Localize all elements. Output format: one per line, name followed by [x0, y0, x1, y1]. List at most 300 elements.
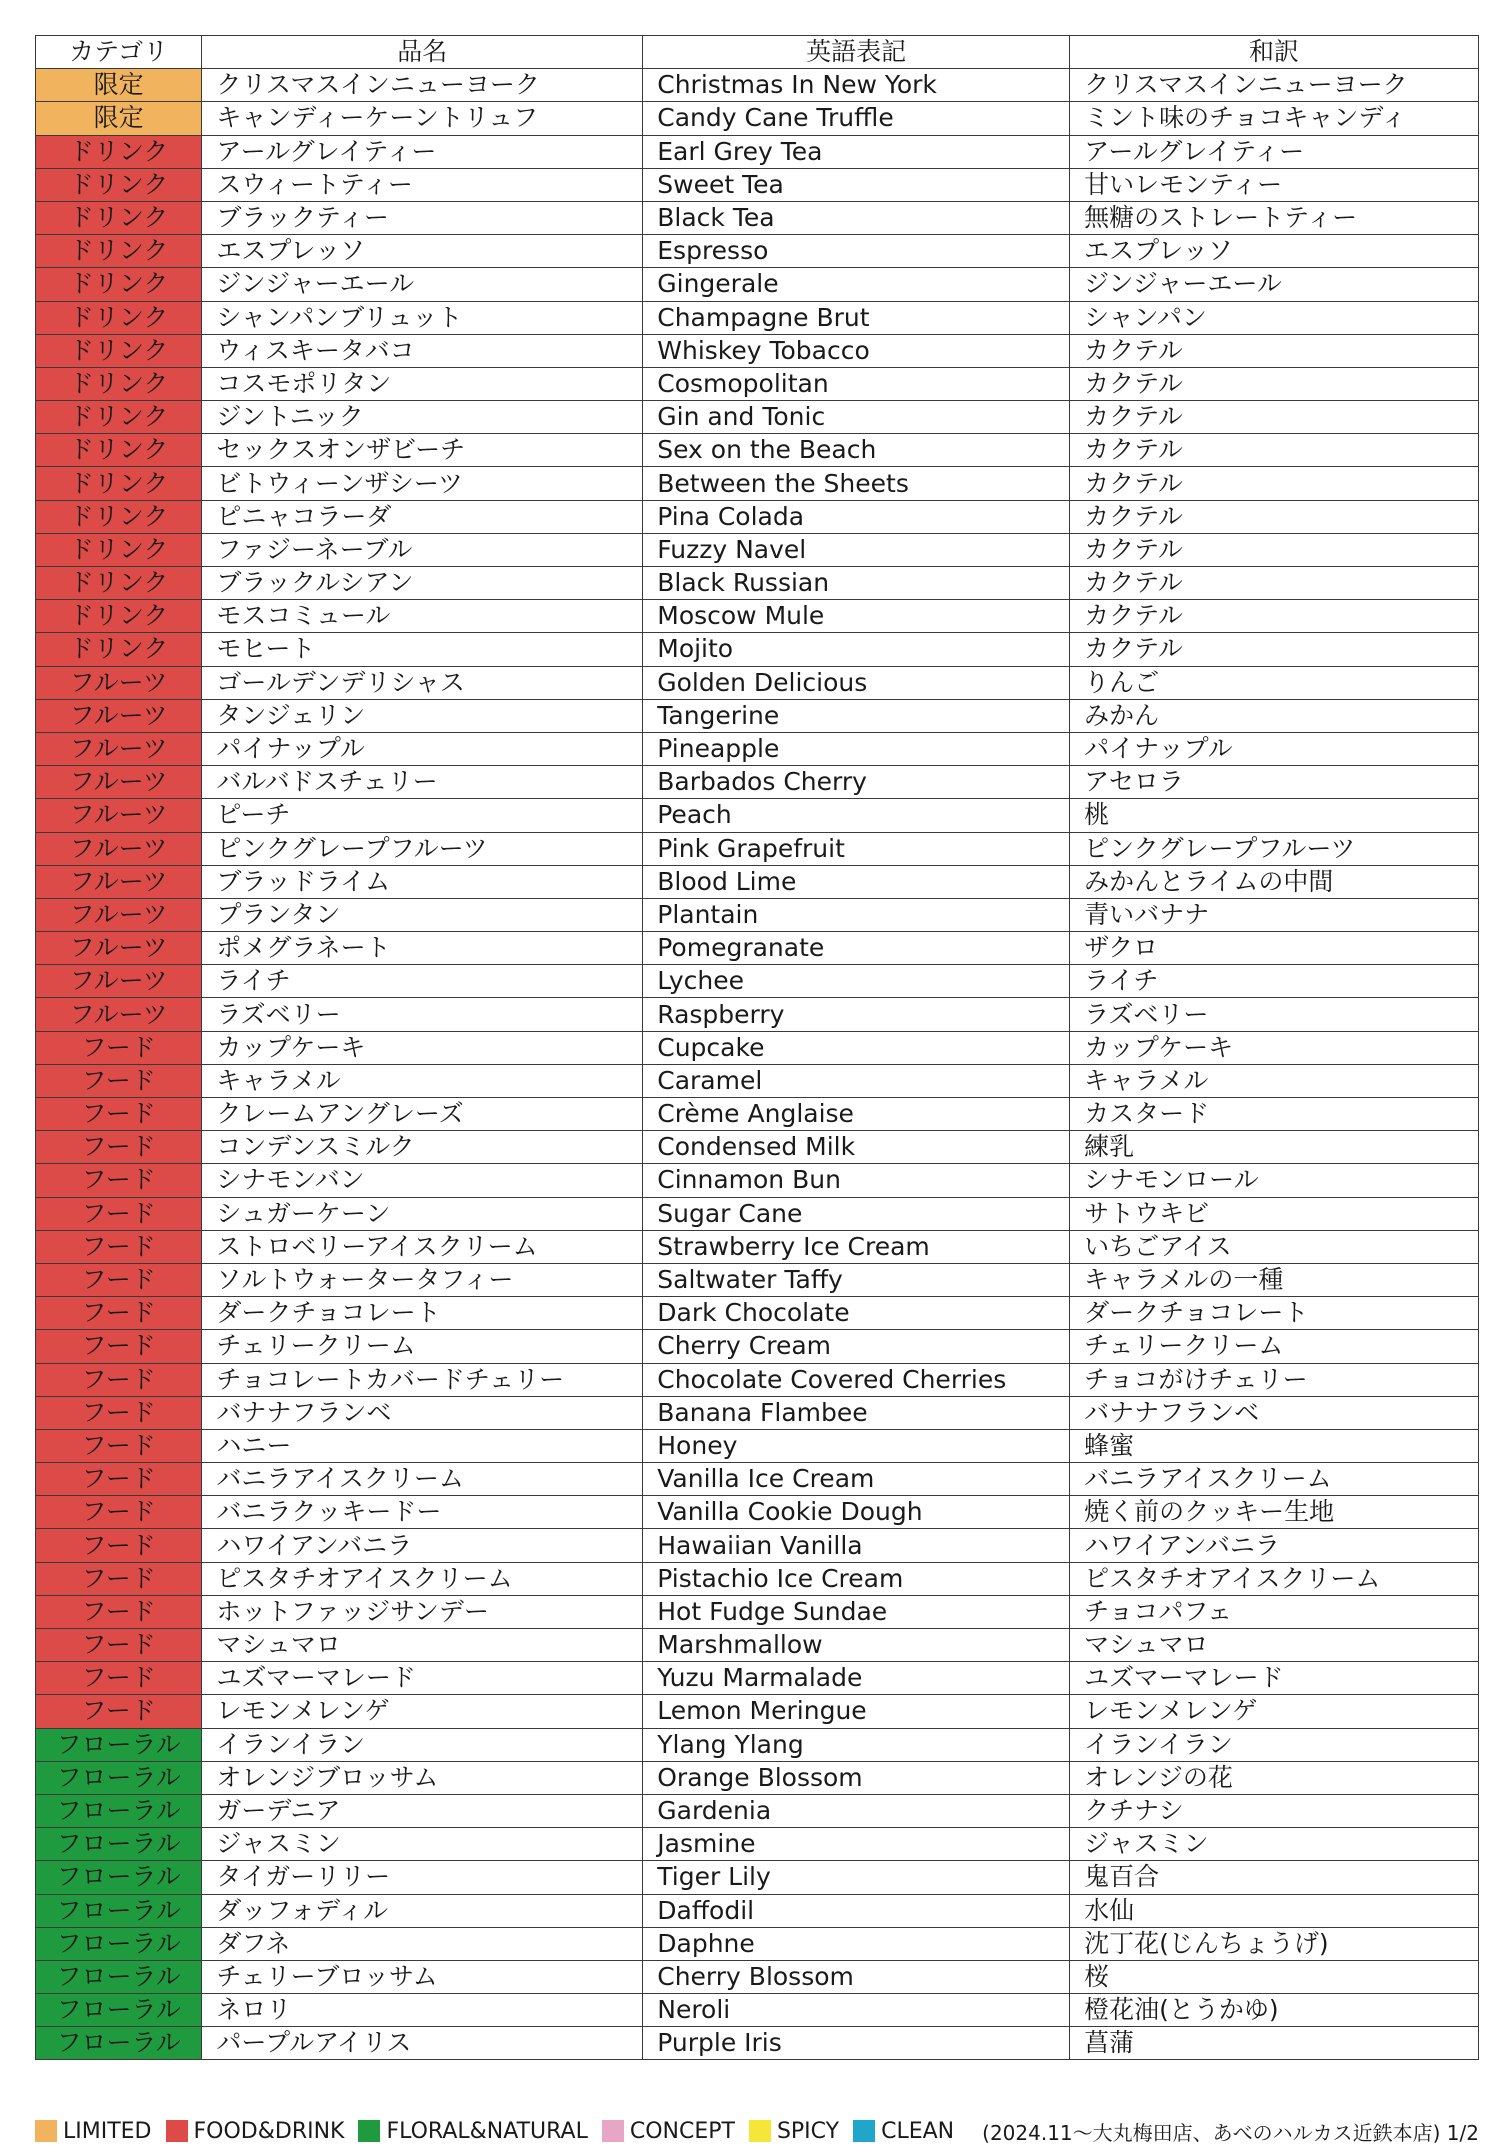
english-name-cell: Pomegranate	[643, 932, 1070, 965]
table-row	[36, 1330, 1479, 1363]
category-cell: ドリンク	[36, 533, 202, 566]
product-name-cell: ジンジャーエール	[202, 268, 643, 301]
english-name-cell: Daffodil	[643, 1894, 1070, 1927]
english-name-cell: Cherry Blossom	[643, 1960, 1070, 1993]
category-cell: 限定	[36, 102, 202, 135]
japanese-name-cell: チョコがけチェリー	[1070, 1363, 1479, 1396]
english-name-cell: Mojito	[643, 633, 1070, 666]
category-cell: フード	[36, 1595, 202, 1628]
header-category: カテゴリ	[36, 36, 202, 69]
product-name-cell: キャンディーケーントリュフ	[202, 102, 643, 135]
english-name-cell: Honey	[643, 1429, 1070, 1462]
japanese-name-cell: イランイラン	[1070, 1728, 1479, 1761]
product-name-cell: アールグレイティー	[202, 135, 643, 168]
english-name-cell: Hot Fudge Sundae	[643, 1595, 1070, 1628]
category-cell: フード	[36, 1496, 202, 1529]
product-name-cell: ラズベリー	[202, 998, 643, 1031]
footer-note: (2024.11～大丸梅田店、あべのハルカス近鉄本店) 1/2	[982, 2120, 1479, 2145]
product-name-cell: エスプレッソ	[202, 235, 643, 268]
table-row	[36, 567, 1479, 600]
product-name-cell: ブラックティー	[202, 201, 643, 234]
english-name-cell: Moscow Mule	[643, 600, 1070, 633]
japanese-name-cell: カクテル	[1070, 600, 1479, 633]
english-name-cell: Cosmopolitan	[643, 367, 1070, 400]
japanese-name-cell: 甘いレモンティー	[1070, 168, 1479, 201]
table-row	[36, 467, 1479, 500]
category-cell: フローラル	[36, 1861, 202, 1894]
category-cell: ドリンク	[36, 135, 202, 168]
japanese-name-cell: 菖蒲	[1070, 2027, 1479, 2060]
english-name-cell: Cinnamon Bun	[643, 1164, 1070, 1197]
product-name-cell: クリスマスインニューヨーク	[202, 69, 643, 102]
category-cell: フード	[36, 1695, 202, 1728]
japanese-name-cell: ザクロ	[1070, 932, 1479, 965]
category-cell: フード	[36, 1463, 202, 1496]
table-row	[36, 1994, 1479, 2027]
table-row	[36, 533, 1479, 566]
japanese-name-cell: チョコパフェ	[1070, 1595, 1479, 1628]
japanese-name-cell: 練乳	[1070, 1131, 1479, 1164]
product-name-cell: シナモンバン	[202, 1164, 643, 1197]
product-name-cell: バニラクッキードー	[202, 1496, 643, 1529]
japanese-name-cell: カクテル	[1070, 401, 1479, 434]
category-cell: フローラル	[36, 1728, 202, 1761]
table-row	[36, 1463, 1479, 1496]
table-row	[36, 898, 1479, 931]
table-row	[36, 699, 1479, 732]
legend-swatch	[602, 2120, 624, 2142]
english-name-cell: Ylang Ylang	[643, 1728, 1070, 1761]
japanese-name-cell: ハワイアンバニラ	[1070, 1529, 1479, 1562]
table-row	[36, 1098, 1479, 1131]
category-cell: フード	[36, 1031, 202, 1064]
english-name-cell: Golden Delicious	[643, 666, 1070, 699]
table-row	[36, 168, 1479, 201]
category-cell: フローラル	[36, 1828, 202, 1861]
category-cell: フード	[36, 1529, 202, 1562]
header-product-name: 品名	[202, 36, 643, 69]
legend-label: CLEAN	[881, 2118, 955, 2144]
category-cell: フルーツ	[36, 965, 202, 998]
category-cell: フローラル	[36, 2027, 202, 2060]
table-row	[36, 1927, 1479, 1960]
japanese-name-cell: シャンパン	[1070, 301, 1479, 334]
japanese-name-cell: チェリークリーム	[1070, 1330, 1479, 1363]
product-name-cell: オレンジブロッサム	[202, 1761, 643, 1794]
category-cell: フード	[36, 1064, 202, 1097]
english-name-cell: Pink Grapefruit	[643, 832, 1070, 865]
category-cell: フルーツ	[36, 998, 202, 1031]
table-row	[36, 1761, 1479, 1794]
legend-label: SPICY	[776, 2118, 840, 2144]
table-row	[36, 766, 1479, 799]
category-cell: ドリンク	[36, 334, 202, 367]
japanese-name-cell: ジンジャーエール	[1070, 268, 1479, 301]
english-name-cell: Pina Colada	[643, 500, 1070, 533]
category-cell: フード	[36, 1131, 202, 1164]
category-cell: フローラル	[36, 1894, 202, 1927]
table-row	[36, 1131, 1479, 1164]
product-name-cell: ダッフォディル	[202, 1894, 643, 1927]
table-row	[36, 367, 1479, 400]
product-name-cell: イランイラン	[202, 1728, 643, 1761]
product-name-cell: ハニー	[202, 1429, 643, 1462]
english-name-cell: Espresso	[643, 235, 1070, 268]
product-name-cell: パープルアイリス	[202, 2027, 643, 2060]
english-name-cell: Gardenia	[643, 1794, 1070, 1827]
product-name-cell: レモンメレンゲ	[202, 1695, 643, 1728]
table-row	[36, 201, 1479, 234]
japanese-name-cell: 蜂蜜	[1070, 1429, 1479, 1462]
table-row	[36, 1629, 1479, 1662]
table-row	[36, 135, 1479, 168]
english-name-cell: Blood Lime	[643, 865, 1070, 898]
japanese-name-cell: カスタード	[1070, 1098, 1479, 1131]
table-row	[36, 666, 1479, 699]
english-name-cell: Black Russian	[643, 567, 1070, 600]
english-name-cell: Neroli	[643, 1994, 1070, 2027]
japanese-name-cell: カップケーキ	[1070, 1031, 1479, 1064]
english-name-cell: Tiger Lily	[643, 1861, 1070, 1894]
english-name-cell: Chocolate Covered Cherries	[643, 1363, 1070, 1396]
table-row	[36, 1297, 1479, 1330]
japanese-name-cell: ダークチョコレート	[1070, 1297, 1479, 1330]
japanese-name-cell: サトウキビ	[1070, 1197, 1479, 1230]
category-cell: フード	[36, 1629, 202, 1662]
product-name-cell: ジャスミン	[202, 1828, 643, 1861]
category-cell: フード	[36, 1396, 202, 1429]
header-japanese: 和訳	[1070, 36, 1479, 69]
product-name-cell: ピニャコラーダ	[202, 500, 643, 533]
table-row	[36, 1562, 1479, 1595]
legend-label: FOOD&DRINK	[193, 2118, 345, 2144]
japanese-name-cell: オレンジの花	[1070, 1761, 1479, 1794]
category-cell: フード	[36, 1230, 202, 1263]
product-name-cell: ピスタチオアイスクリーム	[202, 1562, 643, 1595]
color-legend	[35, 2116, 1479, 2146]
table-row	[36, 865, 1479, 898]
english-name-cell: Lychee	[643, 965, 1070, 998]
japanese-name-cell: エスプレッソ	[1070, 235, 1479, 268]
table-row	[36, 832, 1479, 865]
product-name-cell: タイガーリリー	[202, 1861, 643, 1894]
english-name-cell: Vanilla Ice Cream	[643, 1463, 1070, 1496]
japanese-name-cell: カクテル	[1070, 334, 1479, 367]
english-name-cell: Marshmallow	[643, 1629, 1070, 1662]
table-row	[36, 69, 1479, 102]
english-name-cell: Purple Iris	[643, 2027, 1070, 2060]
english-name-cell: Orange Blossom	[643, 1761, 1070, 1794]
japanese-name-cell: カクテル	[1070, 500, 1479, 533]
category-cell: フルーツ	[36, 865, 202, 898]
category-cell: フルーツ	[36, 799, 202, 832]
legend-swatch	[749, 2120, 771, 2142]
english-name-cell: Candy Cane Truffle	[643, 102, 1070, 135]
table-row	[36, 799, 1479, 832]
table-row	[36, 1164, 1479, 1197]
table-row	[36, 235, 1479, 268]
table-row	[36, 1828, 1479, 1861]
table-row	[36, 1396, 1479, 1429]
category-cell: ドリンク	[36, 500, 202, 533]
japanese-name-cell: 沈丁花(じんちょうげ)	[1070, 1927, 1479, 1960]
category-cell: ドリンク	[36, 367, 202, 400]
table-row	[36, 1894, 1479, 1927]
table-row	[36, 600, 1479, 633]
japanese-name-cell: みかんとライムの中間	[1070, 865, 1479, 898]
legend-swatch	[166, 2120, 188, 2142]
table-row	[36, 1064, 1479, 1097]
product-name-cell: ゴールデンデリシャス	[202, 666, 643, 699]
table-row	[36, 1197, 1479, 1230]
english-name-cell: Strawberry Ice Cream	[643, 1230, 1070, 1263]
english-name-cell: Gin and Tonic	[643, 401, 1070, 434]
product-name-cell: ダークチョコレート	[202, 1297, 643, 1330]
category-cell: フード	[36, 1330, 202, 1363]
japanese-name-cell: シナモンロール	[1070, 1164, 1479, 1197]
category-cell: フルーツ	[36, 732, 202, 765]
legend-label: FLORAL&NATURAL	[386, 2118, 588, 2144]
english-name-cell: Banana Flambee	[643, 1396, 1070, 1429]
category-cell: フルーツ	[36, 832, 202, 865]
japanese-name-cell: パイナップル	[1070, 732, 1479, 765]
english-name-cell: Dark Chocolate	[643, 1297, 1070, 1330]
product-name-cell: ピーチ	[202, 799, 643, 832]
product-name-cell: ファジーネーブル	[202, 533, 643, 566]
category-cell: ドリンク	[36, 401, 202, 434]
table-row	[36, 1363, 1479, 1396]
product-name-cell: キャラメル	[202, 1064, 643, 1097]
japanese-name-cell: ピスタチオアイスクリーム	[1070, 1562, 1479, 1595]
table-header-row	[36, 36, 1479, 69]
japanese-name-cell: 焼く前のクッキー生地	[1070, 1496, 1479, 1529]
japanese-name-cell: 桃	[1070, 799, 1479, 832]
legend-item	[166, 2119, 345, 2144]
japanese-name-cell: カクテル	[1070, 533, 1479, 566]
table-row	[36, 965, 1479, 998]
product-name-cell: ポメグラネート	[202, 932, 643, 965]
english-name-cell: Hawaiian Vanilla	[643, 1529, 1070, 1562]
japanese-name-cell: ミント味のチョコキャンディ	[1070, 102, 1479, 135]
table-row	[36, 1263, 1479, 1296]
table-row	[36, 301, 1479, 334]
english-name-cell: Plantain	[643, 898, 1070, 931]
japanese-name-cell: ライチ	[1070, 965, 1479, 998]
table-row	[36, 1529, 1479, 1562]
category-cell: フード	[36, 1297, 202, 1330]
english-name-cell: Between the Sheets	[643, 467, 1070, 500]
product-name-cell: マシュマロ	[202, 1629, 643, 1662]
english-name-cell: Daphne	[643, 1927, 1070, 1960]
japanese-name-cell: カクテル	[1070, 633, 1479, 666]
japanese-name-cell: 橙花油(とうかゆ)	[1070, 1994, 1479, 2027]
product-name-cell: ブラックルシアン	[202, 567, 643, 600]
japanese-name-cell: りんご	[1070, 666, 1479, 699]
product-name-cell: スウィートティー	[202, 168, 643, 201]
product-name-cell: プランタン	[202, 898, 643, 931]
category-cell: フルーツ	[36, 699, 202, 732]
table-row	[36, 1595, 1479, 1628]
japanese-name-cell: マシュマロ	[1070, 1629, 1479, 1662]
english-name-cell: Barbados Cherry	[643, 766, 1070, 799]
legend-swatch	[35, 2120, 57, 2142]
category-cell: フード	[36, 1197, 202, 1230]
japanese-name-cell: キャラメル	[1070, 1064, 1479, 1097]
table-row	[36, 1230, 1479, 1263]
table-row	[36, 1794, 1479, 1827]
category-cell: フローラル	[36, 1994, 202, 2027]
japanese-name-cell: バニラアイスクリーム	[1070, 1463, 1479, 1496]
english-name-cell: Gingerale	[643, 268, 1070, 301]
japanese-name-cell: クチナシ	[1070, 1794, 1479, 1827]
product-name-cell: ホットファッジサンデー	[202, 1595, 643, 1628]
table-row	[36, 1861, 1479, 1894]
legend-item	[358, 2119, 587, 2144]
legend-item	[853, 2119, 954, 2144]
legend-item	[35, 2119, 152, 2144]
table-row	[36, 334, 1479, 367]
product-name-cell: カップケーキ	[202, 1031, 643, 1064]
category-cell: 限定	[36, 69, 202, 102]
japanese-name-cell: カクテル	[1070, 434, 1479, 467]
category-cell: フード	[36, 1662, 202, 1695]
product-name-cell: ブラッドライム	[202, 865, 643, 898]
category-cell: ドリンク	[36, 633, 202, 666]
english-name-cell: Sweet Tea	[643, 168, 1070, 201]
product-name-cell: ストロベリーアイスクリーム	[202, 1230, 643, 1263]
japanese-name-cell: 桜	[1070, 1960, 1479, 1993]
product-name-cell: ジントニック	[202, 401, 643, 434]
english-name-cell: Tangerine	[643, 699, 1070, 732]
japanese-name-cell: いちごアイス	[1070, 1230, 1479, 1263]
product-name-cell: バニラアイスクリーム	[202, 1463, 643, 1496]
category-cell: フード	[36, 1164, 202, 1197]
table-row	[36, 434, 1479, 467]
category-cell: ドリンク	[36, 467, 202, 500]
category-cell: フローラル	[36, 1794, 202, 1827]
product-name-cell: チェリークリーム	[202, 1330, 643, 1363]
japanese-name-cell: レモンメレンゲ	[1070, 1695, 1479, 1728]
japanese-name-cell: アールグレイティー	[1070, 135, 1479, 168]
table-row	[36, 102, 1479, 135]
table-row	[36, 1031, 1479, 1064]
japanese-name-cell: ジャスミン	[1070, 1828, 1479, 1861]
table-row	[36, 500, 1479, 533]
product-name-cell: クレームアングレーズ	[202, 1098, 643, 1131]
category-cell: フード	[36, 1263, 202, 1296]
product-name-cell: ガーデニア	[202, 1794, 643, 1827]
category-cell: ドリンク	[36, 168, 202, 201]
japanese-name-cell: カクテル	[1070, 367, 1479, 400]
product-name-cell: バルバドスチェリー	[202, 766, 643, 799]
product-name-cell: ソルトウォータータフィー	[202, 1263, 643, 1296]
product-name-cell: シュガーケーン	[202, 1197, 643, 1230]
table-row	[36, 1728, 1479, 1761]
product-name-cell: モスコミュール	[202, 600, 643, 633]
english-name-cell: Raspberry	[643, 998, 1070, 1031]
product-name-cell: タンジェリン	[202, 699, 643, 732]
category-cell: ドリンク	[36, 301, 202, 334]
category-cell: ドリンク	[36, 268, 202, 301]
category-cell: フルーツ	[36, 932, 202, 965]
table-row	[36, 1695, 1479, 1728]
table-row	[36, 1662, 1479, 1695]
english-name-cell: Peach	[643, 799, 1070, 832]
category-cell: フローラル	[36, 1761, 202, 1794]
category-cell: フード	[36, 1363, 202, 1396]
fragrance-table	[35, 35, 1479, 2060]
japanese-name-cell: みかん	[1070, 699, 1479, 732]
japanese-name-cell: ラズベリー	[1070, 998, 1479, 1031]
category-cell: フルーツ	[36, 766, 202, 799]
table-row	[36, 633, 1479, 666]
product-name-cell: セックスオンザビーチ	[202, 434, 643, 467]
english-name-cell: Jasmine	[643, 1828, 1070, 1861]
legend-label: CONCEPT	[629, 2118, 735, 2144]
category-cell: フローラル	[36, 1960, 202, 1993]
table-row	[36, 401, 1479, 434]
english-name-cell: Caramel	[643, 1064, 1070, 1097]
japanese-name-cell: カクテル	[1070, 467, 1479, 500]
english-name-cell: Christmas In New York	[643, 69, 1070, 102]
product-name-cell: ウィスキータバコ	[202, 334, 643, 367]
english-name-cell: Pistachio Ice Cream	[643, 1562, 1070, 1595]
product-name-cell: ライチ	[202, 965, 643, 998]
english-name-cell: Fuzzy Navel	[643, 533, 1070, 566]
product-name-cell: ピンクグレープフルーツ	[202, 832, 643, 865]
product-name-cell: チョコレートカバードチェリー	[202, 1363, 643, 1396]
product-name-cell: シャンパンブリュット	[202, 301, 643, 334]
legend-item	[749, 2119, 839, 2144]
header-english: 英語表記	[643, 36, 1070, 69]
category-cell: フード	[36, 1098, 202, 1131]
product-name-cell: パイナップル	[202, 732, 643, 765]
english-name-cell: Lemon Meringue	[643, 1695, 1070, 1728]
product-name-cell: ハワイアンバニラ	[202, 1529, 643, 1562]
english-name-cell: Vanilla Cookie Dough	[643, 1496, 1070, 1529]
category-cell: フルーツ	[36, 898, 202, 931]
category-cell: ドリンク	[36, 600, 202, 633]
legend-label: LIMITED	[63, 2118, 152, 2144]
english-name-cell: Crème Anglaise	[643, 1098, 1070, 1131]
legend-item	[602, 2119, 735, 2144]
category-cell: ドリンク	[36, 434, 202, 467]
japanese-name-cell: 無糖のストレートティー	[1070, 201, 1479, 234]
table-row	[36, 998, 1479, 1031]
japanese-name-cell: カクテル	[1070, 567, 1479, 600]
product-name-cell: バナナフランベ	[202, 1396, 643, 1429]
table-row	[36, 1429, 1479, 1462]
table-row	[36, 932, 1479, 965]
legend-swatch	[358, 2120, 380, 2142]
category-cell: フード	[36, 1562, 202, 1595]
english-name-cell: Condensed Milk	[643, 1131, 1070, 1164]
category-cell: フルーツ	[36, 666, 202, 699]
english-name-cell: Earl Grey Tea	[643, 135, 1070, 168]
english-name-cell: Pineapple	[643, 732, 1070, 765]
product-name-cell: コンデンスミルク	[202, 1131, 643, 1164]
japanese-name-cell: ユズマーマレード	[1070, 1662, 1479, 1695]
english-name-cell: Cupcake	[643, 1031, 1070, 1064]
english-name-cell: Black Tea	[643, 201, 1070, 234]
japanese-name-cell: キャラメルの一種	[1070, 1263, 1479, 1296]
table-row	[36, 1496, 1479, 1529]
table-row	[36, 732, 1479, 765]
japanese-name-cell: 鬼百合	[1070, 1861, 1479, 1894]
table-row	[36, 1960, 1479, 1993]
english-name-cell: Sex on the Beach	[643, 434, 1070, 467]
japanese-name-cell: アセロラ	[1070, 766, 1479, 799]
